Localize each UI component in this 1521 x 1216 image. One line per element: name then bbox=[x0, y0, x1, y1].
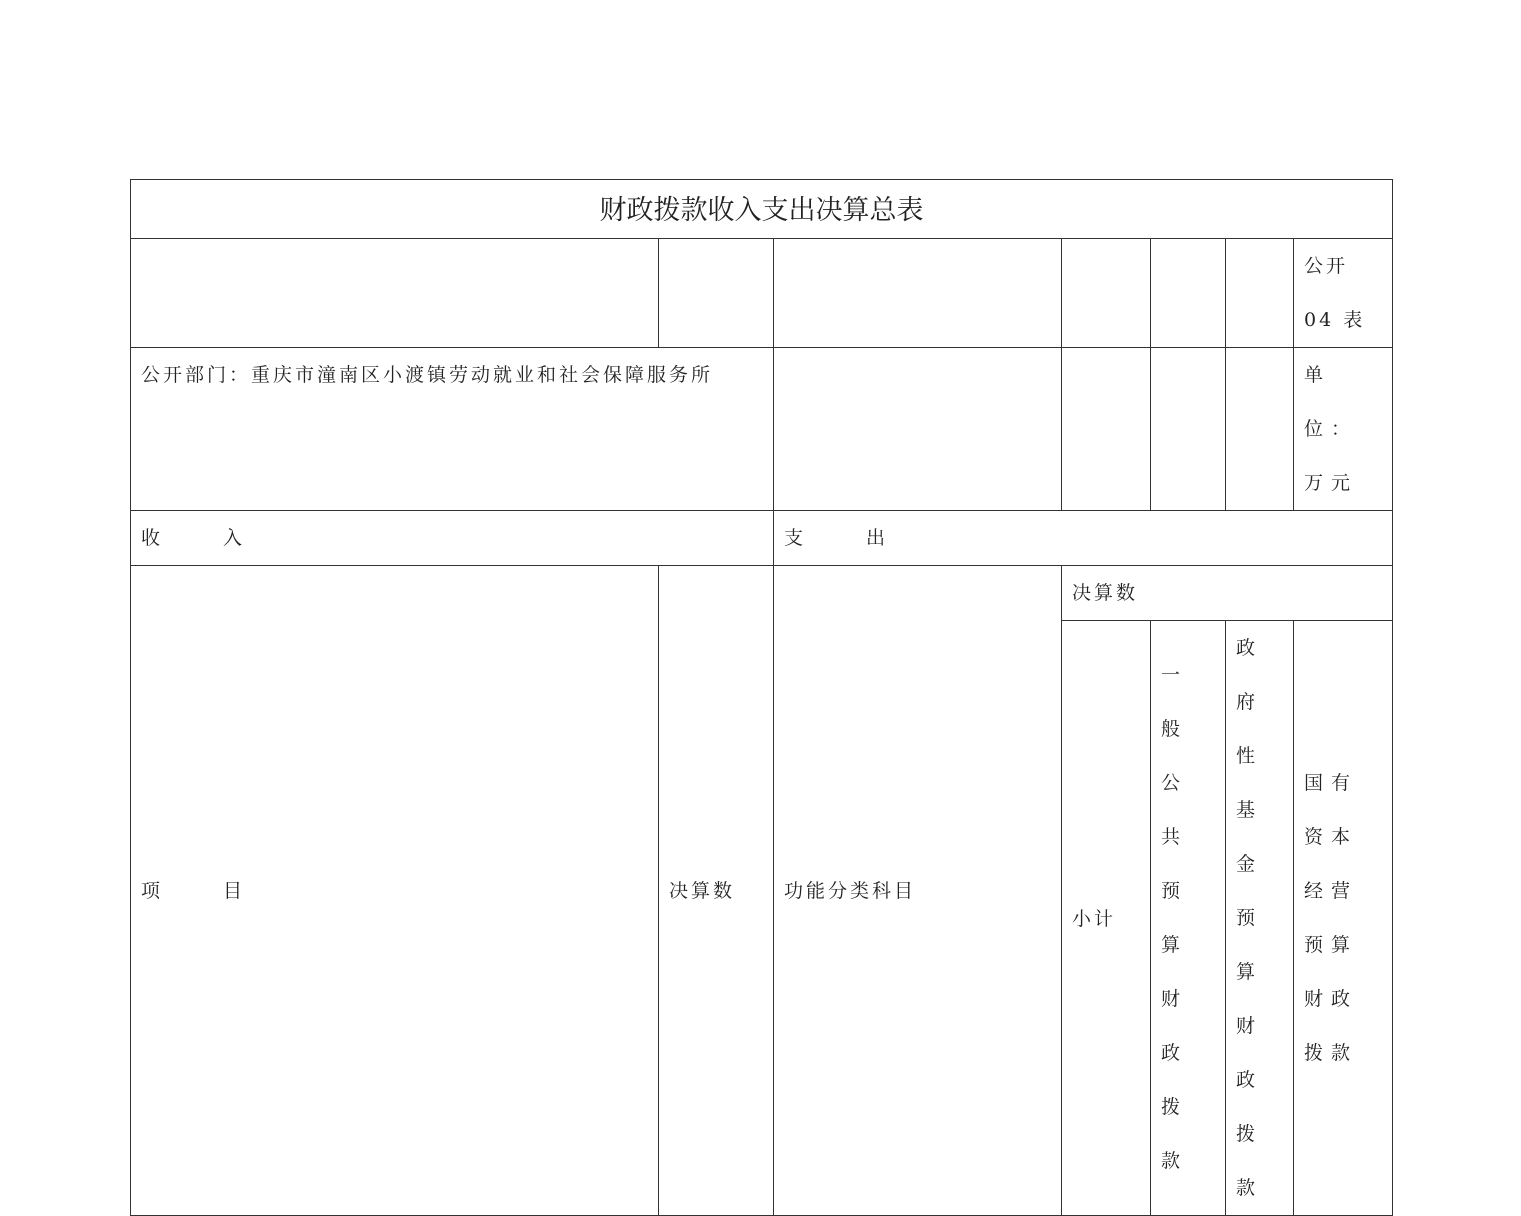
general-budget-header: 一般公共预算财政拨款 bbox=[1151, 621, 1226, 1216]
item-column-header: 项 目 bbox=[131, 566, 659, 1216]
expense-header: 支 出 bbox=[774, 511, 1393, 566]
empty-cell bbox=[1062, 348, 1151, 511]
subtotal-header: 小计 bbox=[1062, 621, 1151, 1216]
form-number: 公开 04 表 bbox=[1294, 239, 1393, 348]
state-capital-budget-header: 国有资本经营预算财政拨款 bbox=[1294, 621, 1393, 1216]
empty-cell bbox=[1226, 239, 1294, 348]
final-amount-header: 决算数 bbox=[1062, 566, 1393, 621]
income-header: 收 入 bbox=[131, 511, 774, 566]
empty-cell bbox=[1226, 348, 1294, 511]
empty-cell bbox=[659, 239, 774, 348]
empty-cell bbox=[131, 239, 659, 348]
unit-label: 单位：万元 bbox=[1294, 348, 1393, 511]
department-name: 公开部门：重庆市潼南区小渡镇劳动就业和社会保障服务所 bbox=[131, 348, 774, 511]
gov-fund-budget-header: 政府性基金预算财政拨款 bbox=[1226, 621, 1294, 1216]
empty-cell bbox=[1062, 239, 1151, 348]
empty-cell bbox=[774, 239, 1062, 348]
budget-summary-table bbox=[130, 179, 1393, 1216]
table-title: 财政拨款收入支出决算总表 bbox=[131, 180, 1393, 239]
empty-cell bbox=[1151, 239, 1226, 348]
function-category-header: 功能分类科目 bbox=[774, 566, 1062, 1216]
empty-cell bbox=[1151, 348, 1226, 511]
income-amount-header: 决算数 bbox=[659, 566, 774, 1216]
empty-cell bbox=[774, 348, 1062, 511]
